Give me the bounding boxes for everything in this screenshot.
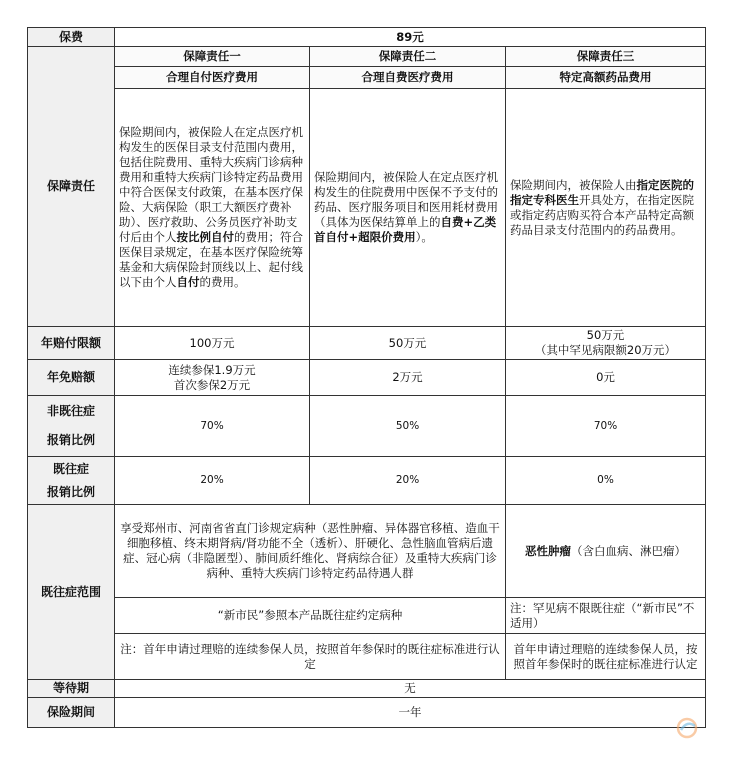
deductible-1 [115,360,310,396]
coverage-text-3: 保险期间内，被保险人由指定医院的指定专科医生开具处方，在指定医院或指定药店购买符合本产品特定高额药品目录支付范围内的药品费用。 [506,89,706,327]
preexisting-value-2: 20% [310,457,506,505]
preexisting-scope-note: 注：首年申请过理赔的连续参保人员，按照首年参保时的既往症标准进行认定 [115,634,506,680]
deductible-3: 0元 [506,360,706,396]
deductible-row [28,360,706,396]
annual-limit-3-line2: （其中罕见病限额20万元） [534,343,677,357]
annual-limit-label: 年赔付限额 [28,327,115,360]
deductible-2: 2万元 [310,360,506,396]
preexisting-scope-label: 既往症范围 [28,505,115,680]
waiting-label: 等待期 [28,680,115,698]
preexisting-value-1: 20% [115,457,310,505]
preexisting-value-3: 0% [506,457,706,505]
premium-value: 89元 [115,28,706,47]
header-title-3: 保障责任三 [506,47,706,67]
header-title-2: 保障责任二 [310,47,506,67]
annual-limit-2: 50万元 [310,327,506,360]
deductible-1-line2: 首次参保2万元 [173,377,251,392]
preexisting-scope-col3-note: 注：罕见病不限既往症（“新市民”不适用） [506,598,706,634]
premium-label: 保费 [28,28,115,47]
preexisting-label: 既往症 报销比例 [28,457,115,505]
preexisting-scope-col3-note2: 首年申请过理赔的连续参保人员，按照首年参保时的既往症标准进行认定 [506,634,706,680]
deductible-label: 年免赔额 [28,360,115,396]
preexisting-scope-new-citizen: “新市民”参照本产品既往症约定病种 [115,598,506,634]
header-subtitle-2: 合理自费医疗费用 [310,67,506,89]
non-preexisting-row [28,396,706,457]
preexisting-scope-col3: 恶性肿瘤（含白血病、淋巴瘤） [506,505,706,598]
header-title-1: 保障责任一 [115,47,310,67]
period-label: 保险期间 [28,698,115,728]
coverage-label: 保障责任 [28,47,115,327]
header-subtitle-row [28,67,706,89]
annual-limit-row [28,327,706,360]
waiting-value: 无 [115,680,706,698]
period-row [28,698,706,728]
period-value: 一年 [115,698,706,728]
annual-limit-1: 100万元 [115,327,310,360]
header-title-row [28,47,706,67]
non-preexisting-label: 非既往症 报销比例 [28,396,115,457]
header-subtitle-3: 特定高额药品费用 [506,67,706,89]
insurance-table [27,27,706,728]
non-preexisting-value-1: 70% [115,396,310,457]
premium-row [28,28,706,47]
coverage-text-1: 保险期间内，被保险人在定点医疗机构发生的医保目录支付范围内费用，包括住院费用、重特大疾病门诊病种费用和重特大疾病门诊特定药品费用中符合医保支付政策，在基本医疗保险、大病保险（职工大额医疗费补助）、医疗救助、公务员医疗补助支付后由个人按比例自付的费用；符合医保目录规定，在基本医疗保险统筹基金和大病保险封顶线以上、起付线以下由个人自付的费用。 [115,89,310,327]
waiting-row [28,680,706,698]
annual-limit-3 [506,327,706,360]
coverage-text-2: 保险期间内，被保险人在定点医疗机构发生的住院费用中医保不予支付的药品、医疗服务项目和医用耗材费用（具体为医保结算单上的自费+乙类首自付+超限价费用）。 [310,89,506,327]
preexisting-scope-row-3 [28,634,706,680]
preexisting-scope-main: 享受郑州市、河南省省直门诊规定病种（恶性肿瘤、异体器官移植、造血干细胞移植、终末期肾病/肾功能不全（透析）、肝硬化、急性脑血管病后遗症、冠心病（非隐匿型）、肺间质纤维化、肾病综合征）及重特大疾病门诊病种、重特大疾病门诊特定药品待遇人群 [115,505,506,598]
preexisting-row [28,457,706,505]
coverage-row [28,89,706,327]
deductible-1-line1: 连续参保1.9万元 [168,362,256,377]
annual-limit-3-line1: 50万元 [586,328,625,342]
header-subtitle-1: 合理自付医疗费用 [115,67,310,89]
non-preexisting-value-3: 70% [506,396,706,457]
watermark-logo-icon [675,716,705,740]
non-preexisting-value-2: 50% [310,396,506,457]
preexisting-scope-row-2 [28,598,706,634]
preexisting-scope-row-1 [28,505,706,598]
